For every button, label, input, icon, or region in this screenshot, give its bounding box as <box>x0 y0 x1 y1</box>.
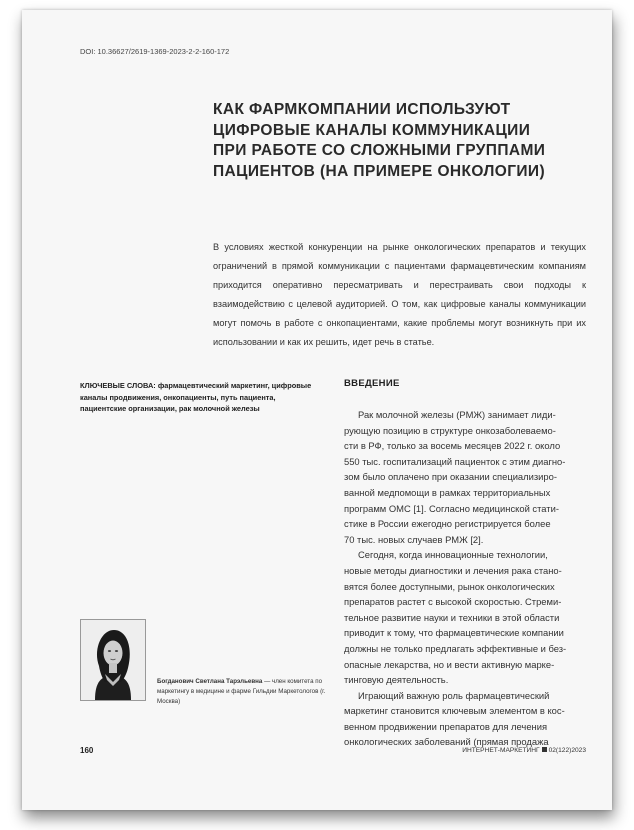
journal-name: ИНТЕРНЕТ-МАРКЕТИНГ <box>462 747 540 754</box>
body-line: опасные лекарства, но и вести активную марке- <box>344 658 555 670</box>
keywords-text: фармацевтический маркетинг, цифровые каналы продвижения, онкопациенты, путь пациента, пациентские организации, рак молочной железы <box>80 381 312 413</box>
title-line: ПАЦИЕНТОВ (НА ПРИМЕРЕ ОНКОЛОГИИ) <box>213 162 546 180</box>
journal-footer <box>462 747 586 754</box>
body-line: маркетинг становится ключевым элементом в кос- <box>344 705 565 717</box>
title-line: ПРИ РАБОТЕ СО СЛОЖНЫМИ ГРУППАМИ <box>213 142 546 159</box>
body-line: ванной медпомощи в рамках территориальных <box>344 486 551 498</box>
title-line: ЦИФРОВЫЕ КАНАЛЫ КОММУНИКАЦИИ <box>213 121 531 139</box>
body-line: вятся более доступными, рынок онкологических <box>344 580 555 592</box>
keywords-label: КЛЮЧЕВЫЕ СЛОВА: <box>80 381 156 390</box>
body-line: онкологических заболеваний (прямая продажа <box>344 736 549 748</box>
body-line: Сегодня, когда инновационные технологии, <box>358 549 548 561</box>
article-title <box>213 100 593 182</box>
body-line: венном продвижении препаратов для лечения <box>344 720 548 732</box>
body-line: программ ОМС [1]. Согласно медицинской стати- <box>344 502 559 514</box>
body-line: 550 тыс. госпитализаций пациенток с этим диагно- <box>344 455 566 467</box>
body-line: Рак молочной железы (РМЖ) занимает лиди- <box>358 409 556 420</box>
body-line: зом было оплачено при оказании специализиро- <box>344 471 557 483</box>
body-line: стике в России ежегодно регистрируется более <box>344 518 551 530</box>
journal-issue: 02(122)2023 <box>548 747 586 754</box>
body-line: Играющий важную роль фармацевтический <box>358 689 550 701</box>
body-line: сти в РФ, только за восемь месяцев 2022 г. около <box>344 440 561 452</box>
title-line: КАК ФАРМКОМПАНИИ ИСПОЛЬЗУЮТ <box>213 101 511 118</box>
document-page <box>22 10 612 810</box>
body-line: новые методы диагностики и лечения рака стано- <box>344 564 562 576</box>
body-line: приводит к тому, что фармацевтические компании <box>344 627 564 639</box>
abstract: В условиях жесткой конкуренции на рынке онкологических препаратов и текущих ограничений в прямой коммуникации с пациентами фармацевтическим компаниям приходится оперативно пересматривать и перестраивать свои подходы к взаимодействию с целевой аудиторией. О том, как цифровые каналы коммуникации могут помочь в работе с онкопациентами, какие проблемы могут возникнуть при их использовании и как их решить, идет речь в статье. <box>213 242 586 347</box>
doi-line: DOI: 10.36627/2619-1369-2023-2-2-160-172 <box>80 47 230 56</box>
author-name: Богданович Светлана Тарэльевна <box>157 678 263 685</box>
body-line: тельное развитие науки и техники в этой области <box>344 611 560 623</box>
author-portrait-icon <box>80 619 146 701</box>
body-line: 70 тыс. новых случаев РМЖ [2]. <box>344 533 484 545</box>
body-text <box>344 407 588 750</box>
author-description: — член комитета по маркетингу в медицине и фарме Гильдии Маркетологов (г. Москва) <box>157 678 326 705</box>
author-info <box>157 677 327 707</box>
body-line: должны не только предлагать эффективные и без- <box>344 642 567 654</box>
section-title: ВВЕДЕНИЕ <box>344 378 400 389</box>
body-line: тинговую деятельность. <box>344 674 449 686</box>
keywords-block <box>80 380 320 415</box>
page-number: 160 <box>80 746 94 755</box>
body-line: препаратов растет с высокой скоростью. Стреми- <box>344 596 562 608</box>
body-line: рующую позицию в структуре онкозаболеваемо- <box>344 424 556 436</box>
square-separator-icon <box>542 747 547 752</box>
